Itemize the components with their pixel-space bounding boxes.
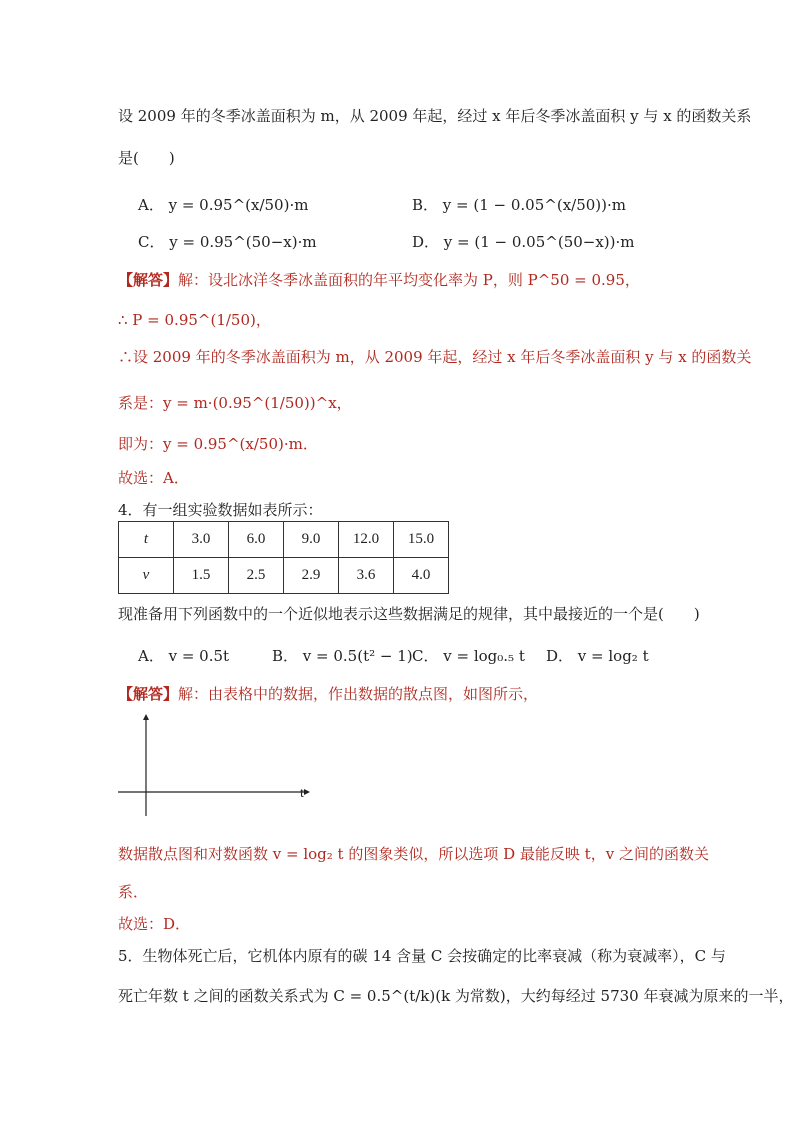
q3-answer-line3: ∴设 2009 年的冬季冰盖面积为 m，从 2009 年起，经过 x 年后冬季冰盖面积 y 与 x 的函数关 xyxy=(118,348,752,366)
answer-label: 【解答】 xyxy=(118,685,179,703)
q4-stem: 4．有一组实验数据如表所示： xyxy=(118,501,323,519)
y-axis-arrow xyxy=(143,714,149,720)
q3-option-a: A． y = 0.95^(x/50)·m xyxy=(138,196,309,214)
table-cell: 3.0 xyxy=(174,522,229,558)
answer-text: 解：设北冰洋冬季冰盖面积的年平均变化率为 P，则 P^50 = 0.95， xyxy=(178,271,640,289)
q4-option-c: C． v = log₀.₅ t xyxy=(412,647,525,665)
q3-answer-line2: ∴ P = 0.95^(1/50)， xyxy=(118,311,271,329)
table-row xyxy=(119,522,449,558)
table-cell: t xyxy=(119,522,174,558)
q4-option-b: B． v = 0.5(t² − 1) xyxy=(272,647,413,665)
x-axis-arrow xyxy=(304,789,310,795)
q3-option-c: C． y = 0.95^(50−x)·m xyxy=(138,233,317,251)
scatter-plot xyxy=(112,712,312,820)
q3-answer-line1 xyxy=(118,270,640,290)
table-cell: 9.0 xyxy=(284,522,339,558)
q5-line2: 死亡年数 t 之间的函数关系式为 C = 0.5^(t/k)(k 为常数)，大约每经过 5730 年衰减为原来的一半， xyxy=(118,987,794,1005)
q3-answer-line5: 即为：y = 0.95^(x/50)·m． xyxy=(118,435,318,453)
x-axis-label: t xyxy=(300,786,304,801)
q3-stem-line2: 是( ) xyxy=(118,149,175,167)
table-cell: 6.0 xyxy=(229,522,284,558)
q3-answer-line4: 系是：y = m·(0.95^(1/50))^x， xyxy=(118,394,352,412)
table-cell: 1.5 xyxy=(174,558,229,594)
q4-option-d: D． v = log₂ t xyxy=(546,647,649,665)
table-cell: 15.0 xyxy=(394,522,449,558)
answer-text: 解：由表格中的数据，作出数据的散点图，如图所示， xyxy=(178,685,539,703)
q4-conclusion-line1: 数据散点图和对数函数 v = log₂ t 的图象类似，所以选项 D 最能反映 t，v 之间的函数关 xyxy=(118,845,709,863)
q3-answer-line6: 故选：A． xyxy=(118,469,189,487)
q4-answer-line xyxy=(118,684,538,704)
table-cell: v xyxy=(119,558,174,594)
answer-label: 【解答】 xyxy=(118,271,179,289)
table-cell: 2.9 xyxy=(284,558,339,594)
q3-option-b: B． y = (1 − 0.05^(x/50))·m xyxy=(412,196,626,214)
table-cell: 2.5 xyxy=(229,558,284,594)
table-row xyxy=(119,558,449,594)
table-cell: 4.0 xyxy=(394,558,449,594)
q3-option-d: D． y = (1 − 0.05^(50−x))·m xyxy=(412,233,635,251)
q4-conclusion-line2: 系． xyxy=(118,883,149,901)
table-cell: 3.6 xyxy=(339,558,394,594)
q5-line1: 5．生物体死亡后，它机体内原有的碳 14 含量 C 会按确定的比率衰减（称为衰减率），C 与 xyxy=(118,947,726,965)
table-cell: 12.0 xyxy=(339,522,394,558)
q4-option-a: A． v = 0.5t xyxy=(138,647,230,665)
data-table xyxy=(118,521,449,594)
q3-stem-line1: 设 2009 年的冬季冰盖面积为 m，从 2009 年起，经过 x 年后冬季冰盖面积 y 与 x 的函数关系 xyxy=(118,107,752,125)
q4-final: 故选：D． xyxy=(118,915,191,933)
q4-question: 现准备用下列函数中的一个近似地表示这些数据满足的规律，其中最接近的一个是( ) xyxy=(118,605,700,623)
